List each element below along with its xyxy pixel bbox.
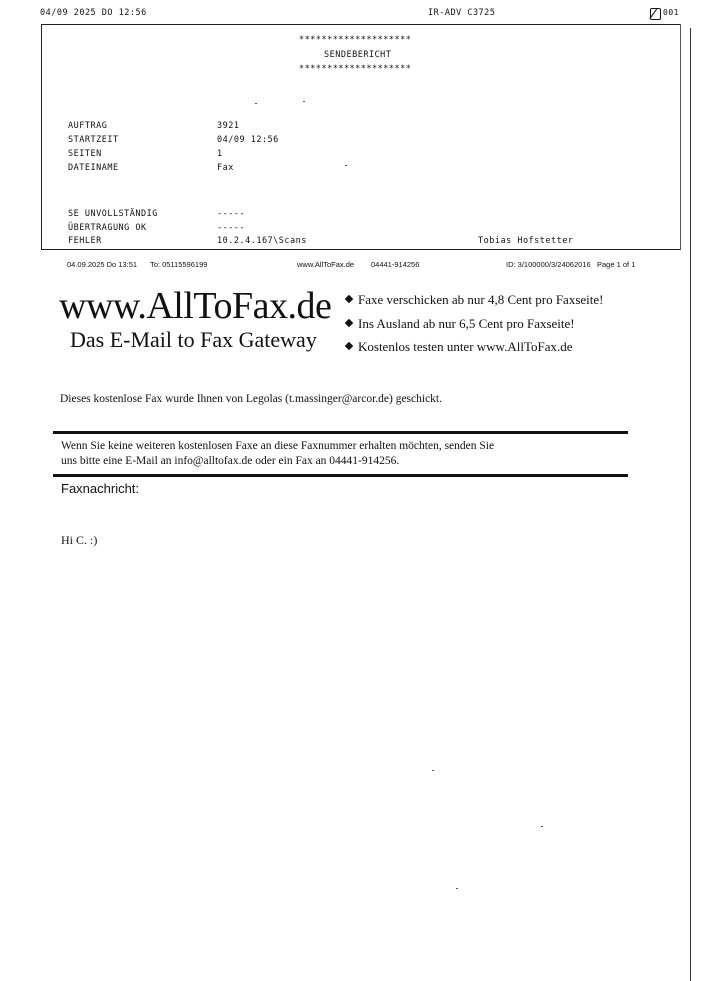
report-value-startzeit: 04/09 12:56: [217, 135, 279, 145]
tx-id: ID: 3/100000/3/24062016: [506, 260, 591, 269]
report-value-fehler: 10.2.4.167\Scans: [217, 236, 307, 246]
diamond-bullet-icon: [345, 295, 353, 303]
report-label-uebertragung: ÜBERTRAGUNG OK: [68, 223, 147, 233]
feature-list: [346, 288, 603, 359]
report-title: SENDEBERICHT: [324, 50, 392, 60]
diamond-bullet-icon: [345, 318, 353, 326]
report-stars-top: ********************: [299, 35, 412, 45]
feature-item: Faxe verschicken ab nur 4,8 Cent pro Faxseite!: [346, 288, 603, 312]
unsubscribe-line-1: Wenn Sie keine weiteren kostenlosen Faxe an diese Faxnummer erhalten möchten, senden Sie: [61, 440, 495, 452]
feature-item: Ins Ausland ab nur 6,5 Cent pro Faxseite!: [346, 312, 603, 336]
report-label-startzeit: STARTZEIT: [68, 135, 119, 145]
scan-speck: [345, 165, 347, 166]
tx-to: To: 05115596199: [150, 260, 208, 269]
rule-top: [53, 431, 628, 434]
report-value-unvollstaendig: -----: [217, 209, 246, 219]
tx-site: www.AllToFax.de: [297, 260, 355, 269]
brand-logo-text: www.AllToFax.de: [59, 285, 332, 327]
report-value-auftrag: 3921: [217, 121, 240, 131]
feature-item: Kostenlos testen unter www.AllToFax.de: [346, 335, 603, 359]
scan-speck: [255, 103, 257, 104]
send-report-box: [41, 24, 681, 250]
fax-header-device: IR-ADV C3725: [428, 8, 496, 18]
scan-speck: [456, 888, 458, 889]
report-label-fehler: FEHLER: [68, 236, 102, 246]
tx-phone: 04441-914256: [371, 260, 420, 269]
sender-notice: Dieses kostenlose Fax wurde Ihnen von Legolas (t.massinger@arcor.de) geschickt.: [60, 393, 442, 405]
report-value-uebertragung: -----: [217, 223, 246, 233]
fax-message-body: Hi C. :): [61, 533, 98, 547]
report-value-dateiname: Fax: [217, 163, 234, 173]
page-edge-line: [690, 28, 691, 981]
fax-header-page: 001: [663, 8, 679, 17]
report-label-unvollstaendig: SE UNVOLLSTÄNDIG: [68, 209, 158, 219]
page-marker-icon: [650, 8, 661, 20]
report-label-seiten: SEITEN: [68, 149, 102, 159]
tx-page: Page 1 of 1: [597, 260, 636, 269]
report-label-dateiname: DATEINAME: [68, 163, 119, 173]
scan-speck: [541, 826, 543, 827]
scan-speck: [432, 770, 434, 771]
unsubscribe-text: [61, 439, 494, 469]
report-right-rule: [680, 24, 681, 250]
fax-message-label: Faxnachricht:: [61, 481, 140, 496]
report-sender: Tobias Hofstetter: [478, 236, 574, 246]
tx-datetime: 04.09.2025 Do 13:51: [67, 260, 138, 269]
report-stars-bottom: ********************: [299, 64, 412, 74]
brand-tagline: Das E-Mail to Fax Gateway: [70, 327, 317, 352]
rule-bottom: [53, 474, 628, 477]
scan-speck: [303, 101, 305, 102]
diamond-bullet-icon: [345, 342, 353, 350]
unsubscribe-line-2: uns bitte eine E-Mail an info@alltofax.de oder ein Fax an 04441-914256.: [61, 455, 400, 467]
fax-header-datetime: 04/09 2025 DO 12:56: [40, 8, 147, 18]
report-label-auftrag: AUFTRAG: [68, 121, 108, 131]
report-value-seiten: 1: [217, 149, 223, 159]
